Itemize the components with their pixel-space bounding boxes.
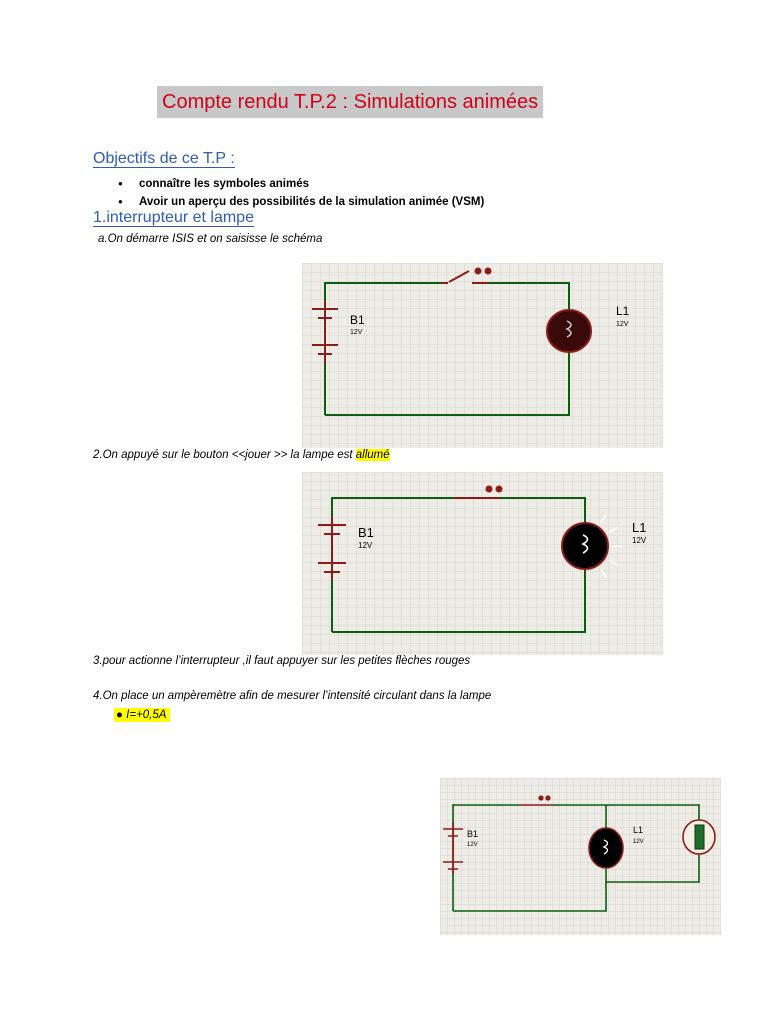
- lamp-on-icon: [589, 828, 623, 868]
- step-4-text: 4.On place un ampèremètre afin de mesurer l’intensité circulant dans la lampe: [93, 690, 492, 702]
- lamp-label: L1: [633, 825, 644, 835]
- page-title: Compte rendu T.P.2 : Simulations animées: [157, 86, 543, 118]
- schematic-diagram: [302, 472, 663, 655]
- schematic-with-ammeter: [440, 778, 721, 935]
- battery-value: 12V: [350, 329, 363, 336]
- battery-label: B1: [467, 829, 479, 839]
- battery-label: B1: [358, 525, 374, 540]
- schematic-diagram: [440, 778, 721, 935]
- current-value: I=+0,5A: [126, 709, 167, 721]
- lamp-value: 12V: [633, 839, 644, 845]
- section-heading: 1.interrupteur et lampe: [93, 209, 254, 226]
- battery-label: B1: [350, 313, 365, 327]
- step-a-text: a.On démarre ISIS et on saisisse le schéma: [98, 233, 323, 245]
- step-3-text: 3.pour actionne l’interrupteur ,il faut appuyer sur les petites flèches rouges: [93, 655, 471, 667]
- schematic-diagram: [302, 263, 663, 448]
- lamp-icon: [547, 310, 591, 352]
- battery-value: 12V: [467, 842, 478, 848]
- result-bullet: ● I=+0,5A: [114, 708, 170, 722]
- lamp-value: 12V: [616, 321, 629, 328]
- schematic-switch-open: [302, 263, 663, 448]
- schematic-switch-closed: [302, 472, 663, 655]
- ammeter-icon: [683, 820, 715, 854]
- lamp-value: 12V: [632, 536, 647, 545]
- step-2-text: 2.On appuyé sur le bouton <<jouer >> la lampe est allumé: [93, 449, 390, 461]
- highlighted-word: allumé: [355, 449, 390, 461]
- objectives-heading: Objectifs de ce T.P :: [93, 150, 235, 167]
- list-item: ● connaître les symboles animés: [118, 175, 484, 193]
- lamp-label: L1: [632, 520, 647, 535]
- list-item: ● Avoir un aperçu des possibilités de la simulation animée (VSM): [118, 193, 484, 211]
- objectives-list: [118, 175, 484, 211]
- battery-value: 12V: [358, 541, 373, 550]
- lamp-label: L1: [616, 304, 630, 318]
